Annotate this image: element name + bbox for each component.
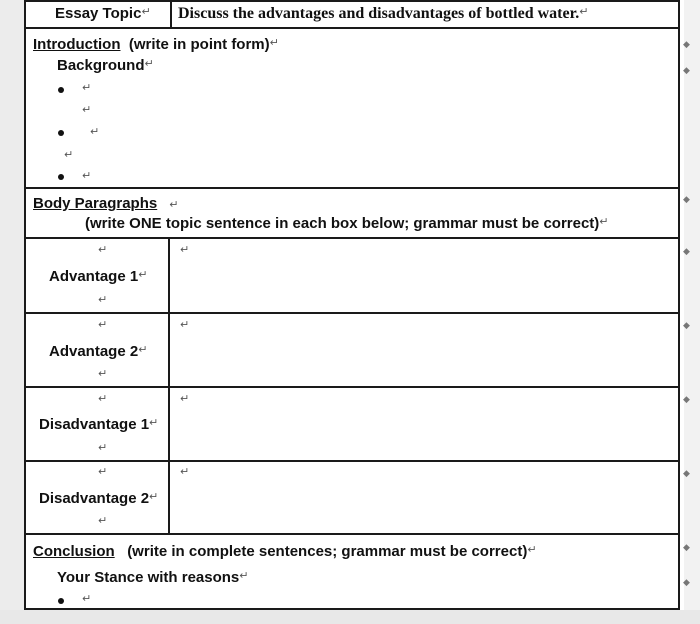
paragraph-mark: ↵	[98, 318, 108, 331]
cell-end-marker: ◆	[683, 395, 690, 405]
paragraph-mark: ↵	[98, 293, 108, 306]
paragraph-mark: ↵	[98, 243, 108, 256]
cell-end-marker: ◆	[683, 543, 690, 553]
bottom-margin-shade	[0, 610, 700, 624]
advantage-2-label: Advantage 2 ↵	[49, 343, 148, 360]
paragraph-mark: ↵	[98, 392, 108, 405]
row-divider	[24, 187, 680, 189]
row-divider	[24, 386, 680, 388]
table-border-top	[24, 0, 680, 2]
right-margin-shade	[684, 0, 700, 624]
table-border-left	[24, 0, 26, 610]
topic-label: Essay Topic ↵	[55, 5, 151, 22]
bullet-point	[58, 87, 64, 93]
cell-end-marker: ◆	[683, 578, 690, 588]
paragraph-mark: ↵	[180, 465, 190, 478]
paragraph-mark: ↵	[82, 169, 92, 182]
essay-planner-table	[24, 0, 680, 610]
cell-end-marker: ◆	[683, 247, 690, 257]
conclusion-heading-line: Conclusion (write in complete sentences; grammar must be correct) ↵	[33, 543, 537, 560]
topic-text: Discuss the advantages and disadvantages of bottled water. ↵	[178, 5, 589, 22]
paragraph-mark: ↵	[90, 125, 100, 138]
body-heading: Body Paragraphs	[33, 195, 158, 212]
bullet-point	[58, 598, 64, 604]
paragraph-mark: ↵	[98, 367, 108, 380]
cell-end-marker: ◆	[683, 195, 690, 205]
paragraph-mark: ↵	[98, 514, 108, 527]
advantage-1-label: Advantage 1 ↵	[49, 268, 148, 285]
cell-end-marker: ◆	[683, 469, 690, 479]
paragraph-mark: ↵	[180, 318, 190, 331]
introduction-heading: Introduction	[33, 36, 121, 53]
introduction-note: (write in point form)	[128, 36, 270, 53]
paragraph-mark: ↵	[180, 243, 190, 256]
cell-end-marker: ◆	[683, 321, 690, 331]
row-divider	[24, 312, 680, 314]
introduction-heading-line: Introduction (write in point form) ↵	[33, 36, 279, 53]
table-border-right	[678, 0, 680, 610]
bullet-point	[58, 174, 64, 180]
paragraph-mark: ↵	[98, 465, 108, 478]
background-label: Background ↵	[57, 57, 154, 74]
cell-end-marker: ◆	[683, 66, 690, 76]
bullet-point	[58, 130, 64, 136]
paragraph-mark: ↵	[64, 148, 74, 161]
body-heading-line: Body Paragraphs ↵	[33, 195, 179, 212]
cell-end-marker: ◆	[683, 40, 690, 50]
column-divider	[168, 237, 170, 534]
row-divider	[24, 27, 680, 29]
conclusion-note: (write in complete sentences; grammar must be correct)	[127, 543, 528, 560]
row-divider	[24, 237, 680, 239]
row-divider	[24, 533, 680, 535]
paragraph-mark: ↵	[82, 592, 92, 605]
body-note: (write ONE topic sentence in each box below; grammar must be correct) ↵	[85, 215, 609, 232]
disadvantage-1-label: Disadvantage 1 ↵	[39, 416, 159, 433]
paragraph-mark: ↵	[98, 441, 108, 454]
table-border-bottom	[24, 608, 680, 610]
paragraph-mark: ↵	[82, 81, 92, 94]
paragraph-mark: ↵	[180, 392, 190, 405]
column-divider	[170, 0, 172, 28]
disadvantage-2-label: Disadvantage 2 ↵	[39, 490, 159, 507]
conclusion-heading: Conclusion	[33, 543, 115, 560]
stance-label: Your Stance with reasons ↵	[57, 569, 249, 586]
row-divider	[24, 460, 680, 462]
paragraph-mark: ↵	[82, 103, 92, 116]
left-margin-shade	[0, 0, 24, 624]
